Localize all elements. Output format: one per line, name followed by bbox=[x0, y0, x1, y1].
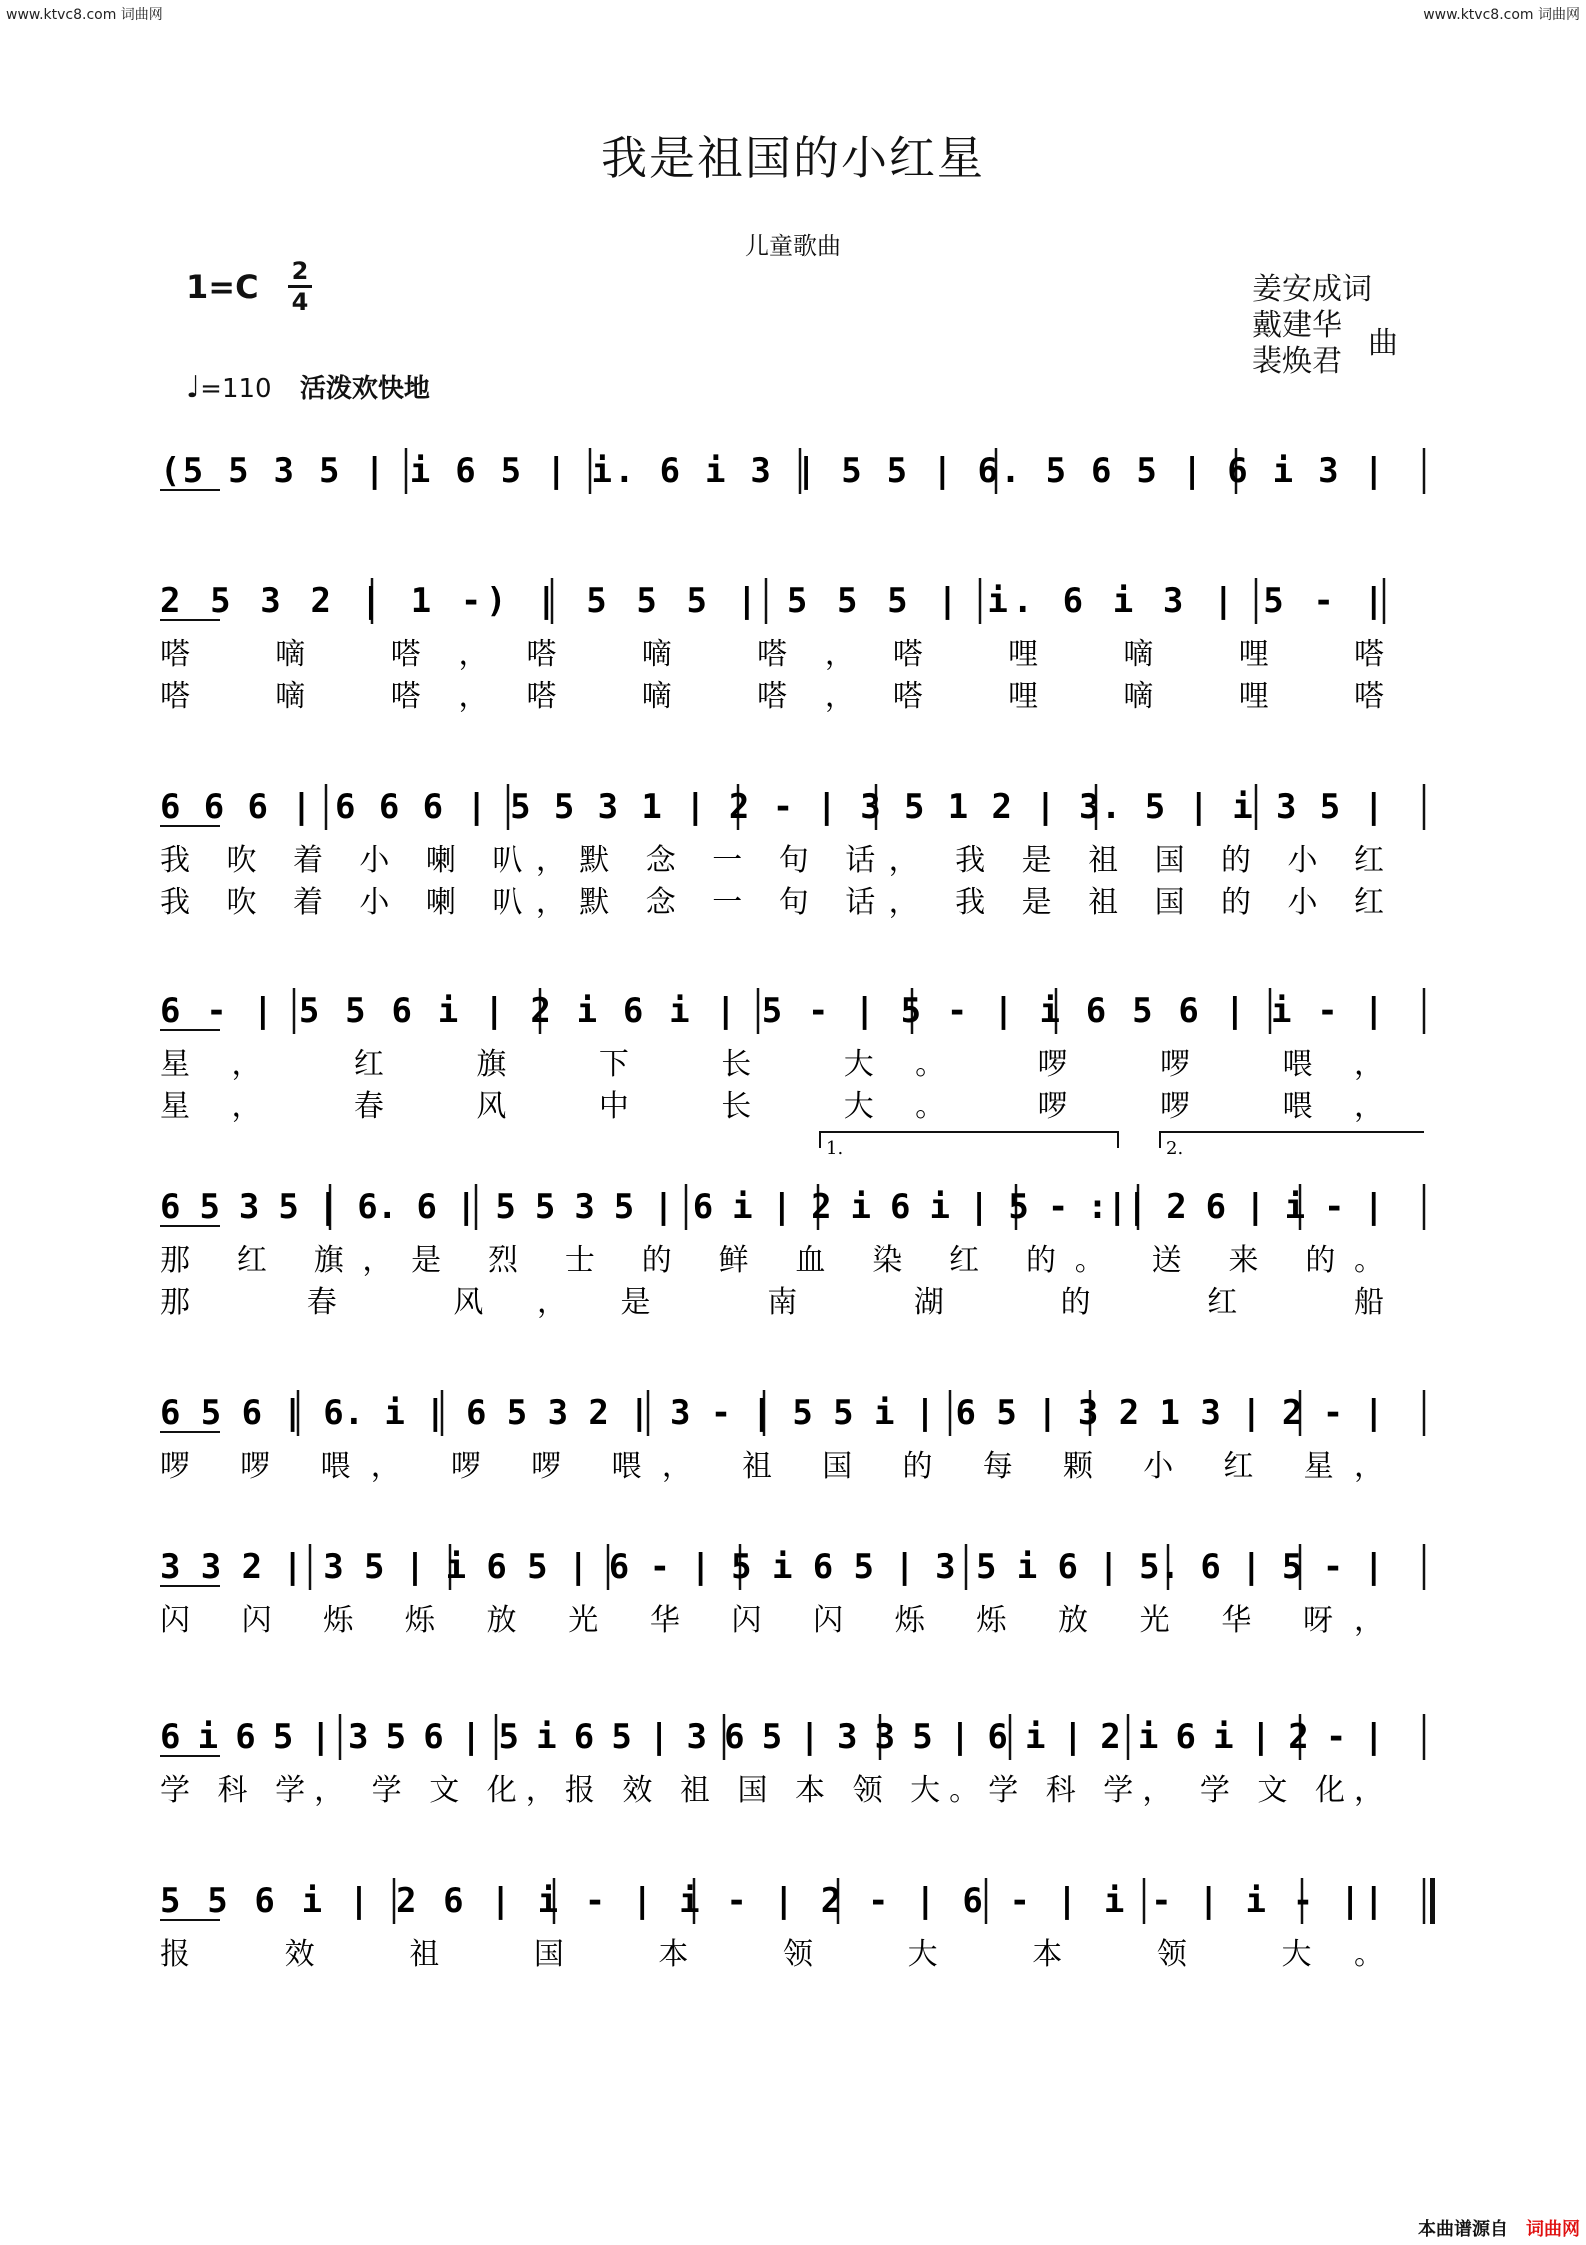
lyrics-line-1: 嗒 嘀 嗒，嗒 嘀 嗒，嗒 哩 嘀 哩 嗒 bbox=[160, 637, 1384, 672]
lyrics-line-1: 学 科 学， 学 文 化，报 效 祖 国 本 领 大。学 科 学， 学 文 化， bbox=[160, 1773, 1384, 1808]
score-row bbox=[160, 1714, 1424, 1808]
lyricist: 姜安成词 bbox=[1252, 272, 1372, 307]
source-label: 本曲谱源自 bbox=[1418, 2219, 1508, 2240]
quarter-note-icon: ♩ bbox=[186, 370, 201, 405]
tempo-value: =110 bbox=[200, 374, 272, 404]
tempo-expression: 活泼欢快地 bbox=[299, 374, 430, 404]
notation-line: 3 3 2 | 3 5 | i 6 5 | 6 - | 5 i 6 5 | 3 5 i 6 | 5. 6 | 5 - | bbox=[160, 1547, 1384, 1587]
volta-2-label: 2. bbox=[1166, 1138, 1184, 1159]
composer-suffix: 曲 bbox=[1368, 326, 1398, 361]
score-row bbox=[160, 578, 1384, 714]
lyrics-line-2: 我 吹 着 小 喇 叭，默 念 一 句 话， 我 是 祖 国 的 小 红 bbox=[160, 885, 1384, 920]
time-signature-top: 2 bbox=[291, 257, 309, 285]
notation-line: 6 5 3 5 | 6. 6 | 5 5 3 5 | 6 i | 2 i 6 i | 5 - :|| 2 6 | i - | bbox=[160, 1187, 1384, 1227]
notation-line: (5 5 3 5 | i 6 5 | i. 6 i 3 | 5 5 | 6. 5 6 5 | 6 i 3 | bbox=[160, 451, 1384, 491]
score-row bbox=[160, 988, 1424, 1124]
notation-line: 5 5 6 i | 2 6 | i - | i - | 2 - | 6 - | i - | i - || bbox=[160, 1881, 1384, 1921]
key-signature: 1=C bbox=[186, 268, 259, 306]
score-row bbox=[160, 1132, 1424, 1320]
notation-line: 6 i 6 5 | 3 5 6 | 5 i 6 5 | 3 6 5 | 3 3 5 | 6 i | 2 i 6 i | 2 - | bbox=[160, 1717, 1384, 1757]
composer-2: 裴焕君 bbox=[1252, 344, 1342, 379]
watermark-right: www.ktvc8.com 词曲网 bbox=[1423, 7, 1580, 23]
score-row bbox=[160, 1878, 1424, 1972]
site-logo: 词曲网 bbox=[1526, 2219, 1580, 2240]
lyrics-line-1: 我 吹 着 小 喇 叭，默 念 一 句 话， 我 是 祖 国 的 小 红 bbox=[160, 843, 1384, 878]
lyrics-line-1: 啰 啰 喂， 啰 啰 喂， 祖 国 的 每 颗 小 红 星， bbox=[160, 1449, 1385, 1484]
lyrics-line-1: 那 红 旗，是 烈 士 的 鲜 血 染 红 的。 送 来 的。 bbox=[160, 1243, 1384, 1278]
final-barline bbox=[1430, 1878, 1435, 1924]
song-title: 我是祖国的小红星 bbox=[601, 131, 985, 185]
notation-line: 2 5 3 2 | 1 -) | 5 5 5 | 5 5 5 | i. 6 i 3 | 5 - | bbox=[160, 581, 1384, 621]
volta-bracket-1 bbox=[820, 1132, 1118, 1148]
volta-bracket-2 bbox=[1160, 1132, 1424, 1148]
source-footer bbox=[1418, 2215, 1580, 2241]
lyrics-line-1: 星， 红 旗 下 长 大。 啰 啰 喂， bbox=[160, 1047, 1385, 1082]
notation-line: 6 6 6 | 6 6 6 | 5 5 3 1 | 2 - | 3 5 1 2 | 3. 5 | i 3 5 | bbox=[160, 787, 1384, 827]
lyrics-line-2: 那 春 风，是 南 湖 的 红 船 bbox=[160, 1285, 1384, 1320]
time-signature-bottom: 4 bbox=[291, 288, 309, 316]
lyrics-line-2: 星， 春 风 中 长 大。 啰 啰 喂， bbox=[160, 1089, 1385, 1124]
song-subtitle: 儿童歌曲 bbox=[745, 232, 841, 260]
lyrics-line-1: 报 效 祖 国 本 领 大 本 领 大。 bbox=[160, 1937, 1384, 1972]
score-row bbox=[160, 1390, 1424, 1484]
notation-line: 6 - | 5 5 6 i | 2 i 6 i | 5 - | 5 - | i 6 5 6 | i - | bbox=[160, 991, 1384, 1031]
watermark-left: www.ktvc8.com 词曲网 bbox=[6, 7, 163, 23]
composer-1: 戴建华 bbox=[1252, 308, 1342, 343]
volta-1-label: 1. bbox=[826, 1138, 844, 1159]
score-row bbox=[160, 1544, 1424, 1638]
score-row bbox=[160, 448, 1424, 494]
lyrics-line-1: 闪 闪 烁 烁 放 光 华 闪 闪 烁 烁 放 光 华 呀， bbox=[160, 1603, 1384, 1638]
lyrics-line-2: 嗒 嘀 嗒，嗒 嘀 嗒，嗒 哩 嘀 哩 嗒 bbox=[160, 679, 1384, 714]
notation-line: 6 5 6 | 6. i | 6 5 3 2 | 3 - | 5 5 i | 6 5 | 3 2 1 3 | 2 - | bbox=[160, 1393, 1384, 1433]
score-row bbox=[160, 784, 1424, 920]
